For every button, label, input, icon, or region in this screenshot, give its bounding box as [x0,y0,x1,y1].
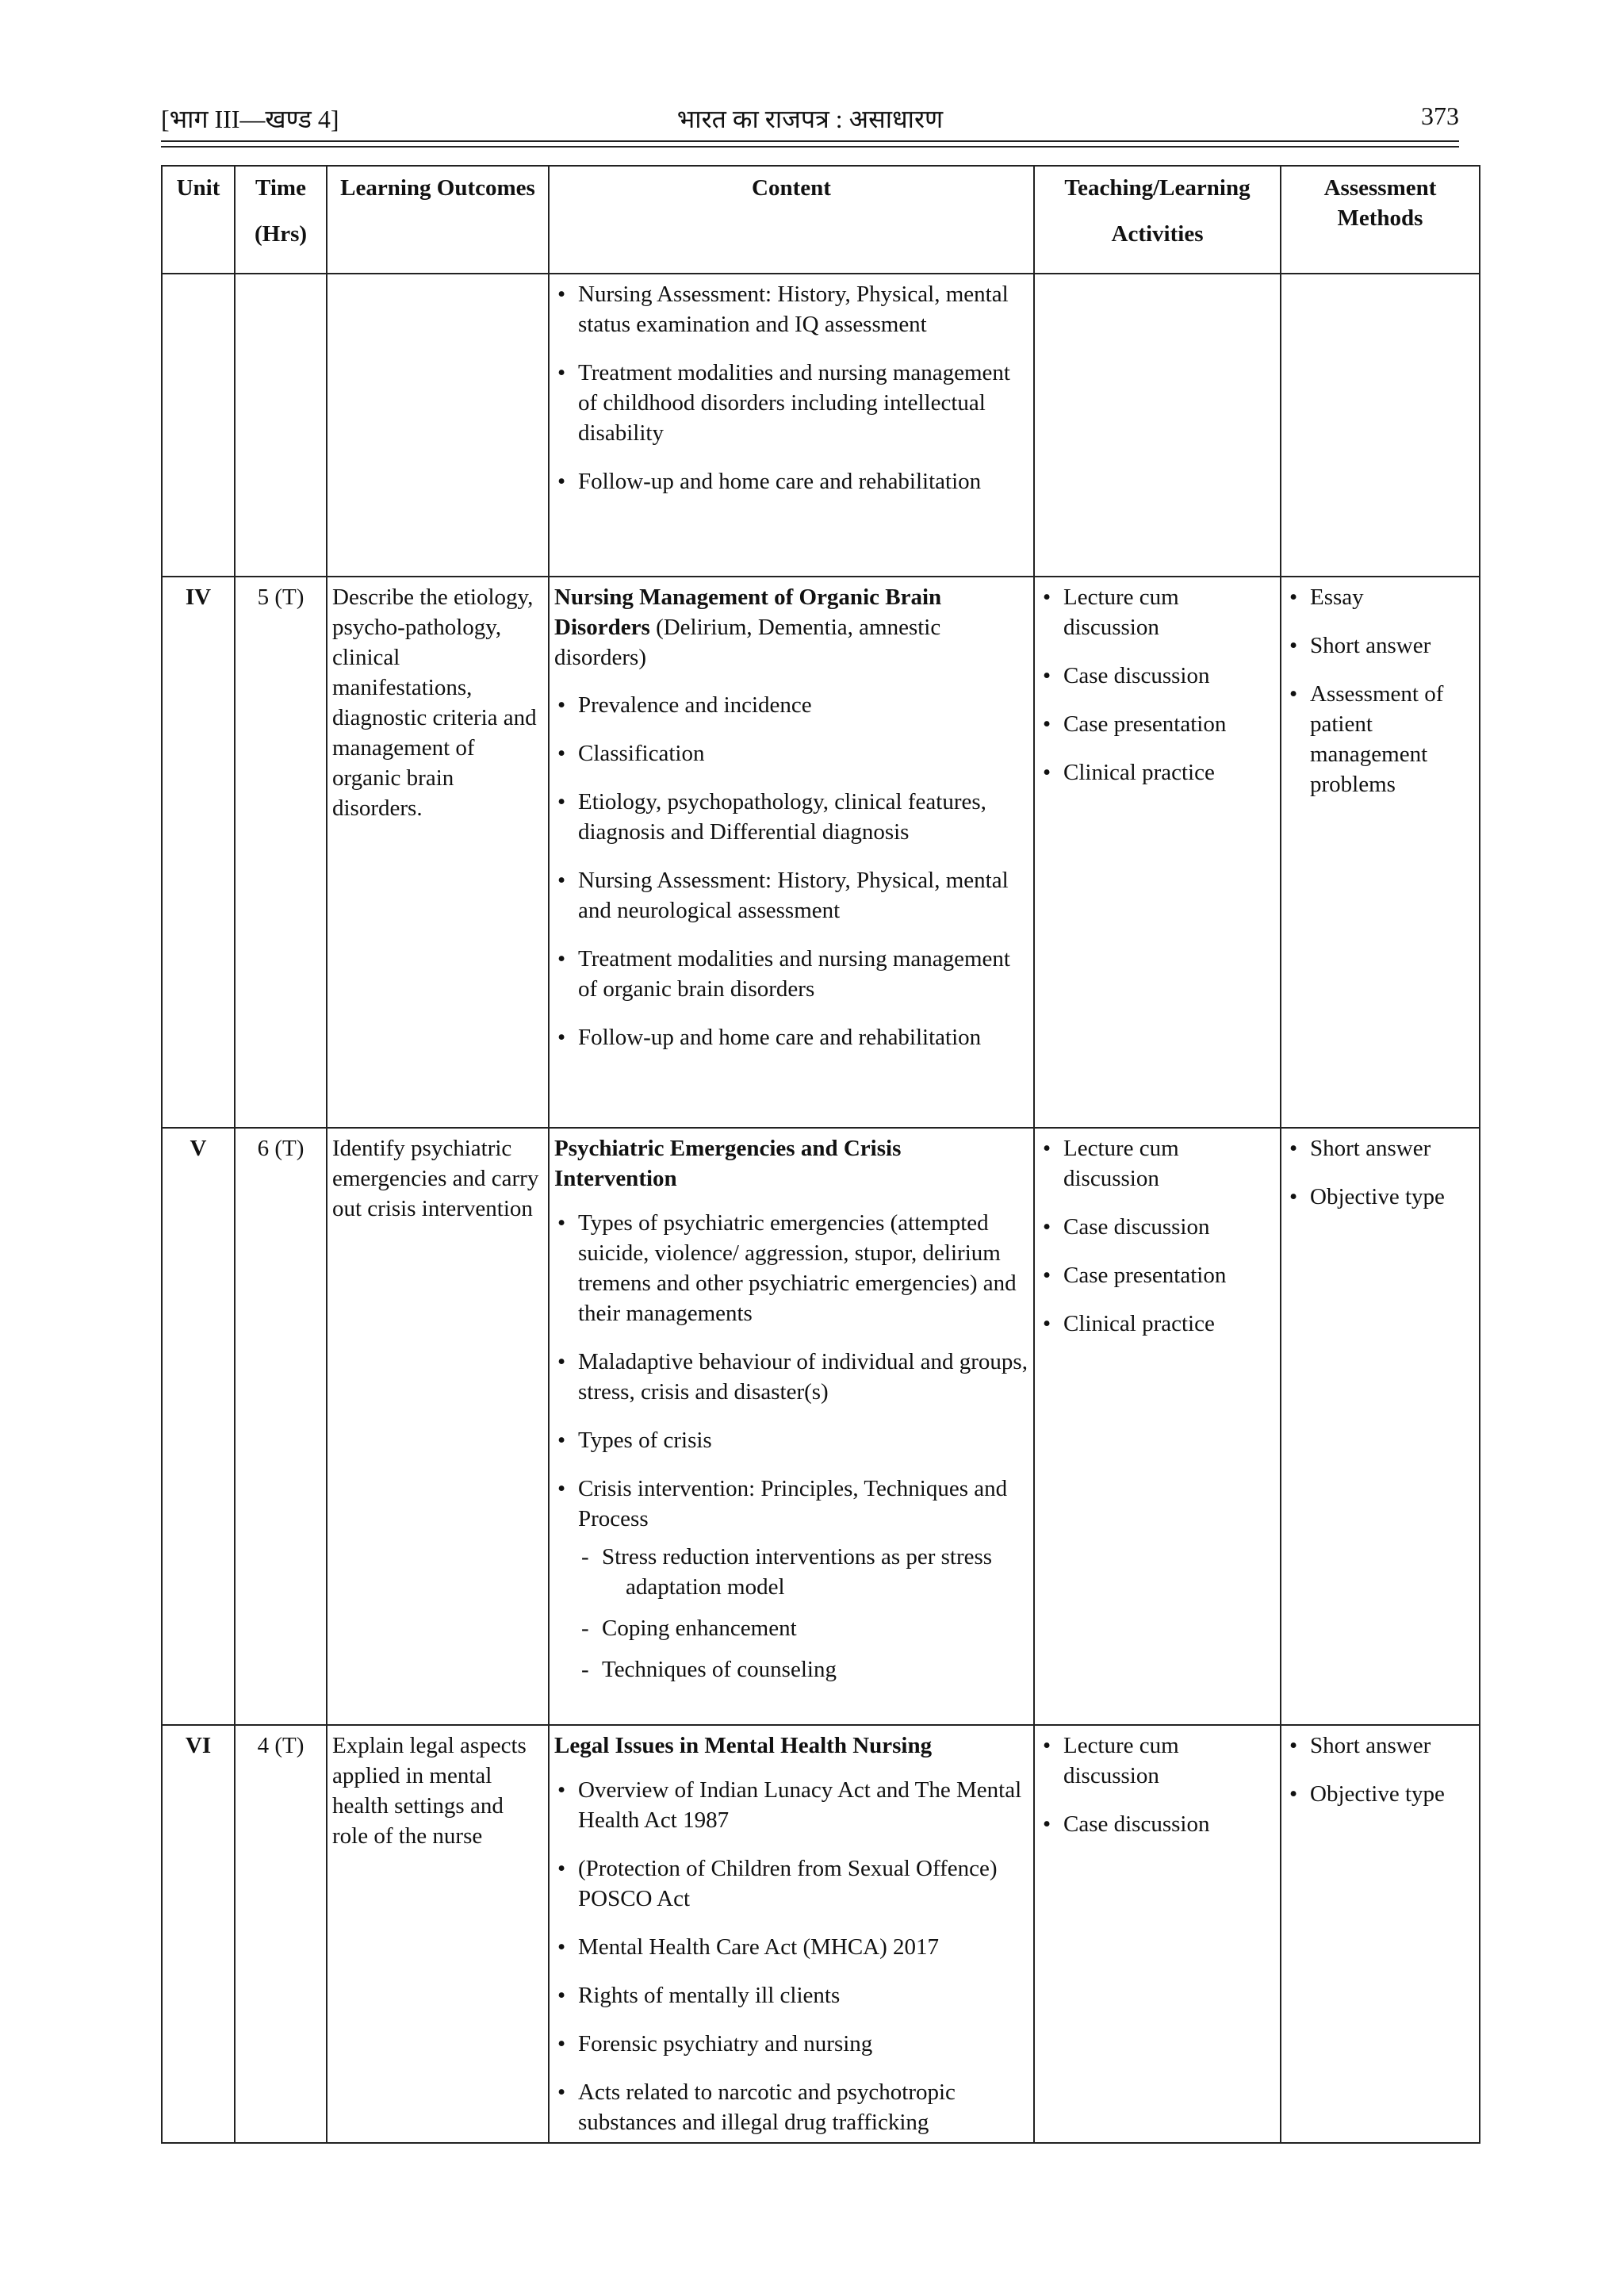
list-item: • Lecture cum discussion [1040,1731,1275,1791]
learning-outcomes-cell: Explain legal aspects applied in mental health settings and role of the nurse [327,1725,549,2143]
assessment-cell [1281,1128,1480,1725]
table-row [162,577,1480,1128]
list-item: • Case discussion [1040,1809,1275,1839]
list-item: • Follow-up and home care and rehabilitation [554,466,1028,496]
list-item: • Follow-up and home care and rehabilitation [554,1022,1028,1052]
header-assessment-methods: Assessment Methods [1281,166,1480,274]
header-rule-bottom [161,146,1459,148]
content-cell [549,1725,1034,2143]
list-item: • Types of crisis [554,1425,1028,1455]
content-title-detail: (Delirium, Dementia, amnestic disorders) [554,615,941,670]
list-item: • Objective type [1286,1779,1474,1809]
list-item: • Rights of mentally ill clients [554,1980,1028,2010]
list-item: • Treatment modalities and nursing management of organic brain disorders [554,944,1028,1004]
learning-outcomes-cell: Describe the etiology, psycho-pathology, clinical manifestations, diagnostic criteria and management of organic brain disorders. [327,577,549,1128]
list-item [554,1474,1028,1685]
list-item: • Short answer [1286,631,1474,661]
content-cell [549,274,1034,577]
content-cell [549,577,1034,1128]
list-item: • Forensic psychiatry and nursing [554,2029,1028,2059]
header-time-unit: (Hrs) [254,221,308,247]
list-item: • (Protection of Children from Sexual Offence) POSCO Act [554,1853,1028,1914]
time-cell: 4 (T) [235,1725,327,2143]
activities-cell [1034,1725,1281,2143]
list-item: • Etiology, psychopathology, clinical features, diagnosis and Differential diagnosis [554,787,1028,847]
syllabus-table [161,165,1480,2144]
header-time [235,166,327,274]
content-title: Nursing Management of Organic Brain Disorders [554,585,942,640]
learning-outcomes-cell [327,274,549,577]
list-item-text: Crisis intervention: Principles, Techniques and Process [578,1476,1008,1531]
list-item: • Case discussion [1040,661,1275,691]
list-item: • Clinical practice [1040,757,1275,788]
activities-cell [1034,577,1281,1128]
list-item: • Case discussion [1040,1212,1275,1242]
header-unit: Unit [162,166,235,274]
assessment-cell [1281,577,1480,1128]
content-cell [549,1128,1034,1725]
time-cell: 6 (T) [235,1128,327,1725]
list-item: • Overview of Indian Lunacy Act and The Mental Health Act 1987 [554,1775,1028,1835]
list-item: • Classification [554,738,1028,769]
list-item: • Nursing Assessment: History, Physical, mental status examination and IQ assessment [554,279,1028,339]
list-item: • Clinical practice [1040,1309,1275,1339]
time-cell: 5 (T) [235,577,327,1128]
list-item: • Lecture cum discussion [1040,582,1275,642]
list-item: • Treatment modalities and nursing management of childhood disorders including intellectual disability [554,358,1028,448]
list-item: • Prevalence and incidence [554,690,1028,720]
unit-cell: VI [162,1725,235,2143]
list-item: • Case presentation [1040,1260,1275,1290]
unit-cell: IV [162,577,235,1128]
list-item: • Maladaptive behaviour of individual and groups, stress, crisis and disaster(s) [554,1347,1028,1407]
sub-list-item: - Coping enhancement [602,1613,1028,1643]
header-tl-label: Teaching/Learning [1064,175,1251,201]
header-time-label: Time [255,175,306,201]
gazette-title: भारत का राजपत्र : असाधारण [676,105,944,133]
page-number: 373 [1421,102,1459,130]
table-row [162,1725,1480,2143]
header-rule-top [161,140,1459,142]
assessment-cell [1281,274,1480,577]
list-item: • Acts related to narcotic and psychotropic substances and illegal drug trafficking [554,2077,1028,2137]
activities-cell [1034,274,1281,577]
table-row [162,1128,1480,1725]
sub-list-item: - Stress reduction interventions as per stress adaptation model [602,1542,1028,1602]
header-learning-outcomes: Learning Outcomes [327,166,549,274]
learning-outcomes-cell: Identify psychiatric emergencies and carry out crisis intervention [327,1128,549,1725]
list-item: • Case presentation [1040,709,1275,739]
content-title: Legal Issues in Mental Health Nursing [554,1733,933,1758]
gazette-part-label: [भाग III—खण्ड 4] [161,105,339,133]
page-header [161,102,1459,140]
assessment-cell [1281,1725,1480,2143]
content-heading [554,582,1028,673]
time-cell [235,274,327,577]
unit-cell: V [162,1128,235,1725]
header-tl-activities: Activities [1111,221,1204,247]
activities-cell [1034,1128,1281,1725]
list-item: • Short answer [1286,1133,1474,1163]
list-item: • Lecture cum discussion [1040,1133,1275,1194]
header-content: Content [549,166,1034,274]
unit-cell [162,274,235,577]
sub-list [578,1542,1028,1685]
header-teaching-activities [1034,166,1281,274]
table-header-row [162,166,1480,274]
list-item: • Mental Health Care Act (MHCA) 2017 [554,1932,1028,1962]
table-row [162,274,1480,577]
list-item: • Essay [1286,582,1474,612]
list-item: • Objective type [1286,1182,1474,1212]
list-item: • Nursing Assessment: History, Physical, mental and neurological assessment [554,865,1028,926]
list-item: • Types of psychiatric emergencies (attempted suicide, violence/ aggression, stupor, delirium tremens and other psychiatric emergencies) and their managements [554,1208,1028,1328]
list-item: • Assessment of patient management problems [1286,679,1474,799]
content-title: Psychiatric Emergencies and Crisis Intervention [554,1136,902,1191]
sub-list-item: - Techniques of counseling [602,1654,1028,1685]
list-item: • Short answer [1286,1731,1474,1761]
